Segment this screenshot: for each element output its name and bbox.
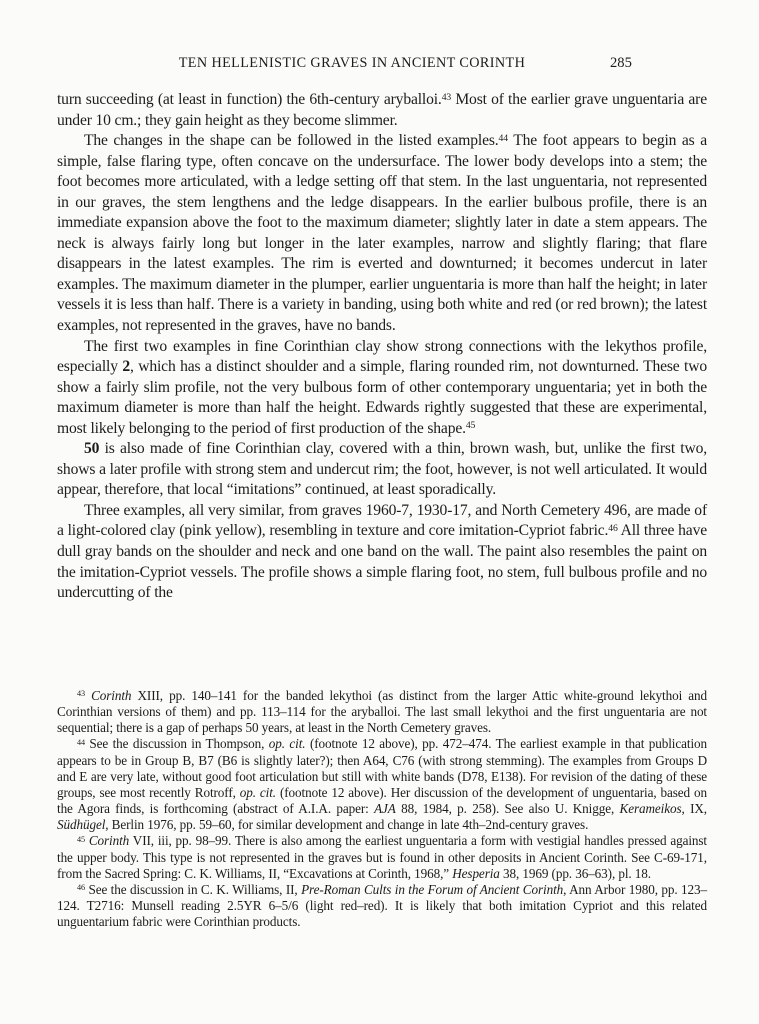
page-header-title: TEN HELLENISTIC GRAVES IN ANCIENT CORINTH [178,55,526,71]
page-number: 285 [610,55,632,71]
paragraph-three-examples: Three examples, all very similar, from graves 1960-7, 1930-17, and North Cemetery 496, are made of a light-colored clay (pink yellow), resembling in texture and core imitation-Cypriot fabric.$^{46}$ All three have dull gray bands on the shoulder and neck and one band on the wall. The paint also resembles the paint on the imitation-Cypriot vessels. The profile shows a simple flaring foot, no stem, full bulbous profile and no undercutting of the [57,501,707,602]
paragraph-vessel-50: 50 is also made of fine Corinthian clay, covered with a thin, brown wash, but, unlike the first two, shows a later profile with strong stem and undercut rim; the foot, however, is not well articulated. It would appear, therefore, that local “imitations” continued, at least sporadically. [57,440,707,499]
running-header [0,55,759,75]
footnote-45: $^{45}$ Corinth VII, iii, pp. 98–99. There is also among the earliest unguentaria a form with vestigial handles pressed against the upper body. This type is not represented in the graves but is found in other deposits in Ancient Corinth. See C-69-171, from the Sacred Spring: C. K. Williams, II, “Excavations at Corinth, 1968,” Hesperia 38, 1969 (pp. 36–63), pl. 18. [57,833,707,881]
paragraph-first-two-examples: The first two examples in fine Corinthian clay show strong connections with the lekythos profile, especially 2, which has a distinct shoulder and a simple, flaring rounded rim, not downturned. These two show a fairly slim profile, not the very bulbous form of other contemporary unguentaria; yet in both the maximum diameter is more than half the height. Edwards rightly suggested that these are experimental, most likely belonging to the period of first production of the shape.$^{45}$ [57,337,708,437]
paragraph-continuation: turn succeeding (at least in function) the 6th-century aryballoi.$^{43}$ Most of the earlier grave unguentaria are under 10 cm.; they gain height as they become slimmer. [57,91,707,129]
footnote-44: $^{44}$ See the discussion in Thompson, op. cit. (footnote 12 above), pp. 472–474. The earliest example in that publication appears to be in Group B, B7 (B6 is slightly later?); then A64, C76 (with strong stemming). The examples from Groups D and E are very late, without good foot articulation but still with white bands (D78, E138). For revision of the dating of these groups, see most recently Rotroff, op. cit. (footnote 12 above). Her discussion of the development of unguentaria, based on the Agora finds, is forthcoming (abstract of A.I.A. paper: AJA 88, 1984, p. 258). See also U. Knigge, Kerameikos, IX, Südhügel, Berlin 1976, pp. 59–60, for similar development and change in late 4th–2nd-century graves. [57,736,707,833]
footnote-43: $^{43}$ Corinth XIII, pp. 140–141 for the banded lekythoi (as distinct from the larger Attic white-ground lekythoi and Corinthian versions of them) and pp. 113–114 for the aryballoi. The last small lekythoi and the first unguentaria are not sequential; there is a gap of perhaps 50 years, at least in the North Cemetery graves. [57,688,707,736]
footnote-46: $^{46}$ See the discussion in C. K. Williams, II, Pre-Roman Cults in the Forum of Ancient Corinth, Ann Arbor 1980, pp. 123–124. T2716: Munsell reading 2.5YR 6–5/6 (light red–red). It is likely that both imitation Cypriot and this related unguentarium fabric were Corinthian products. [57,881,707,930]
paragraph-shape-changes: The changes in the shape can be followed in the listed examples.$^{44}$ The foot appears to begin as a simple, false flaring type, often concave on the undersurface. The lower body develops into a stem; the foot becomes more articulated, with a ledge setting off that stem. In the last unguentaria, not represented in our graves, the stem lengthens and the ledge disappears. In the earlier bulbous profile, there is an immediate expansion above the foot to the maximum diameter; slightly later in date a stem appears. The neck is always fairly long but longer in the later examples, narrow and slightly flaring; that flare disappears in the latest examples. The rim is everted and downturned; it becomes undercut in later examples. The maximum diameter in the plumper, earlier unguentaria is more than half the height; in later vessels it is less than half. There is a variety in banding, using both white and red (or red brown); the latest examples, not represented in the graves, have no bands. [57,132,707,335]
footnotes-section [57,688,707,930]
body-text [57,90,707,604]
